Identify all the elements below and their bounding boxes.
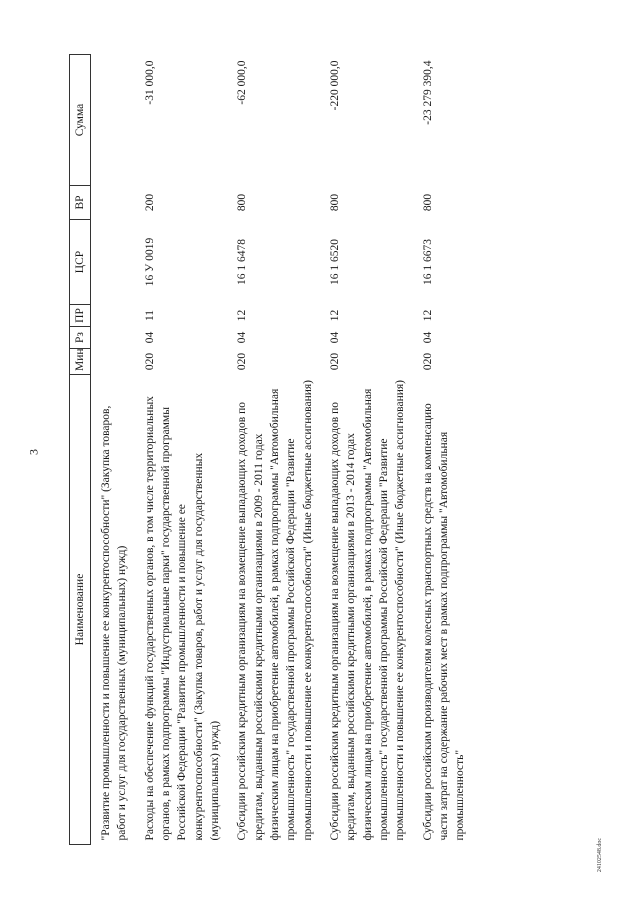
row-pr: [95, 305, 139, 327]
row-sum: -31 000,0: [143, 60, 156, 105]
row-name: Субсидии российским производителям колесных транспортных средств на компенсацию части затрат на содержание рабочих мест в рамках подпрограммы "Автомобильная промышленность": [421, 403, 467, 841]
row-csr: 16 У 0019: [143, 237, 156, 287]
row-rz: 04: [236, 331, 249, 344]
row-vr: 800: [421, 193, 434, 212]
row-pr: 12: [236, 309, 249, 322]
header-name: Наименование: [70, 375, 91, 845]
row-rz: 04: [421, 331, 434, 344]
page-number: 3: [26, 449, 41, 455]
header-sum: Сумма: [70, 55, 91, 186]
row-name: Субсидии российским кредитным организациям на возмещение выпадающих доходов по кредитам, выданным российскими кредитными организациями в 2009 - 2011 годах физическим лицам на приобретение автомобилей, в рамках подпрограммы "Автомобильная промышленность" государственной программы Российской Федерации "Развитие промышленности и повышение ее конкурентоспособности" (Иные бюджетные ассигнования): [236, 380, 314, 841]
row-pr: 12: [328, 309, 341, 322]
row-min: 020: [236, 352, 249, 371]
row-rz: 04: [143, 331, 156, 344]
row-csr: 16 1 6520: [328, 239, 341, 285]
row-name: "Развитие промышленности и повышение ее конкурентоспособности" (Закупка товаров, работ и услуг для государственных (муниципальных) нужд): [100, 405, 129, 841]
row-vr: [95, 186, 139, 220]
row-min: [95, 349, 139, 375]
row-sum: -220 000,0: [328, 60, 341, 111]
row-min: 020: [328, 352, 341, 371]
header-vr: ВР: [70, 186, 91, 220]
header-rz: Рз: [70, 327, 91, 349]
table-row: [95, 55, 139, 845]
row-csr: 16 1 6673: [421, 239, 434, 285]
row-pr: 11: [143, 309, 156, 322]
row-sum: -23 279 390,4: [421, 60, 434, 125]
table-row: [231, 55, 324, 845]
row-vr: 800: [328, 193, 341, 212]
row-min: 020: [143, 352, 156, 371]
row-vr: 800: [236, 193, 249, 212]
row-csr: 16 1 6478: [236, 239, 249, 285]
header-pr: ПР: [70, 305, 91, 327]
table-row: [324, 55, 417, 845]
table-row: [417, 55, 477, 845]
row-rz: [95, 327, 139, 349]
header-min: Мин: [70, 349, 91, 375]
budget-table: [69, 54, 477, 845]
row-name: Субсидии российским кредитным организациям на возмещение выпадающих доходов по кредитам, выданным российскими кредитными организациями в 2013 - 2014 годах физическим лицам на приобретение автомобилей, в рамках подпрограммы "Автомобильная промышленность" государственной программы Российской Федерации "Развитие промышленности и повышение ее конкурентоспособности" (Иные бюджетные ассигнования): [328, 380, 407, 841]
row-sum: [95, 55, 139, 186]
row-csr: [95, 220, 139, 305]
header-csr: ЦСР: [70, 220, 91, 305]
row-vr: 200: [143, 193, 156, 212]
row-min: 020: [421, 352, 434, 371]
row-name: Расходы на обеспечение функций государственных органов, в том числе территориальных органов, в рамках подпрограммы "Индустриальные парки" государственной программы Российской Федерации "Развитие промышленности и повышение ее конкурентоспособности" (Закупка товаров, работ и услуг для государственных (муниципальных) нужд): [143, 396, 221, 841]
row-pr: 12: [421, 309, 434, 322]
row-sum: -62 000,0: [236, 60, 249, 105]
table-header-row: [70, 55, 91, 845]
budget-table-container: [69, 55, 589, 845]
table-row: [139, 55, 232, 845]
row-rz: 04: [328, 331, 341, 344]
footer-document-code: 24102548.doc: [597, 837, 603, 873]
